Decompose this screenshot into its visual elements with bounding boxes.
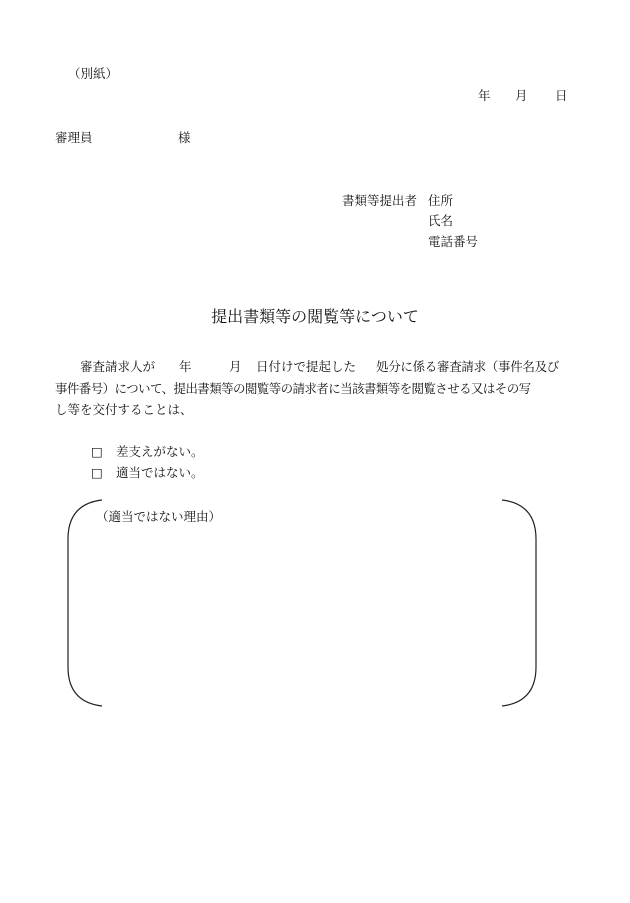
body-line2: 事件番号）について、提出書類等の閲覧等の請求者に当該書類等を閲覧させる又はその写 [55, 381, 531, 396]
date-month: 月 [515, 88, 528, 103]
date-year: 年 [478, 88, 491, 103]
attachment-label: （別紙） [68, 66, 119, 81]
submitter-label: 書類等提出者 [342, 193, 418, 208]
body-line1-b: 日付けで提起した [256, 359, 357, 374]
body-line1-year: 年 [179, 359, 192, 374]
submitter-phone: 電話番号 [428, 234, 479, 249]
submitter-name: 氏名 [428, 213, 454, 228]
option-checkbox[interactable]: □ [91, 465, 103, 480]
option-label: 適当ではない。 [116, 465, 204, 480]
date-day: 日 [555, 88, 568, 103]
option-label: 差支えがない。 [116, 444, 204, 459]
document-title: 提出書類等の閲覧等について [211, 307, 419, 326]
option-checkbox[interactable]: □ [91, 444, 103, 459]
submitter-address: 住所 [428, 193, 454, 208]
reason-label: （適当ではない理由） [96, 509, 222, 524]
body-line1-month: 月 [229, 359, 242, 374]
addressee-title: 審理員 [55, 130, 93, 145]
reason-bracket-box [67, 499, 537, 707]
body-line3: し等を交付することは、 [55, 402, 193, 417]
body-line1-c: 処分に係る審査請求（事件名及び [376, 359, 560, 374]
body-line1-a: 審査請求人が [80, 359, 156, 374]
addressee-honorific: 様 [178, 130, 191, 145]
